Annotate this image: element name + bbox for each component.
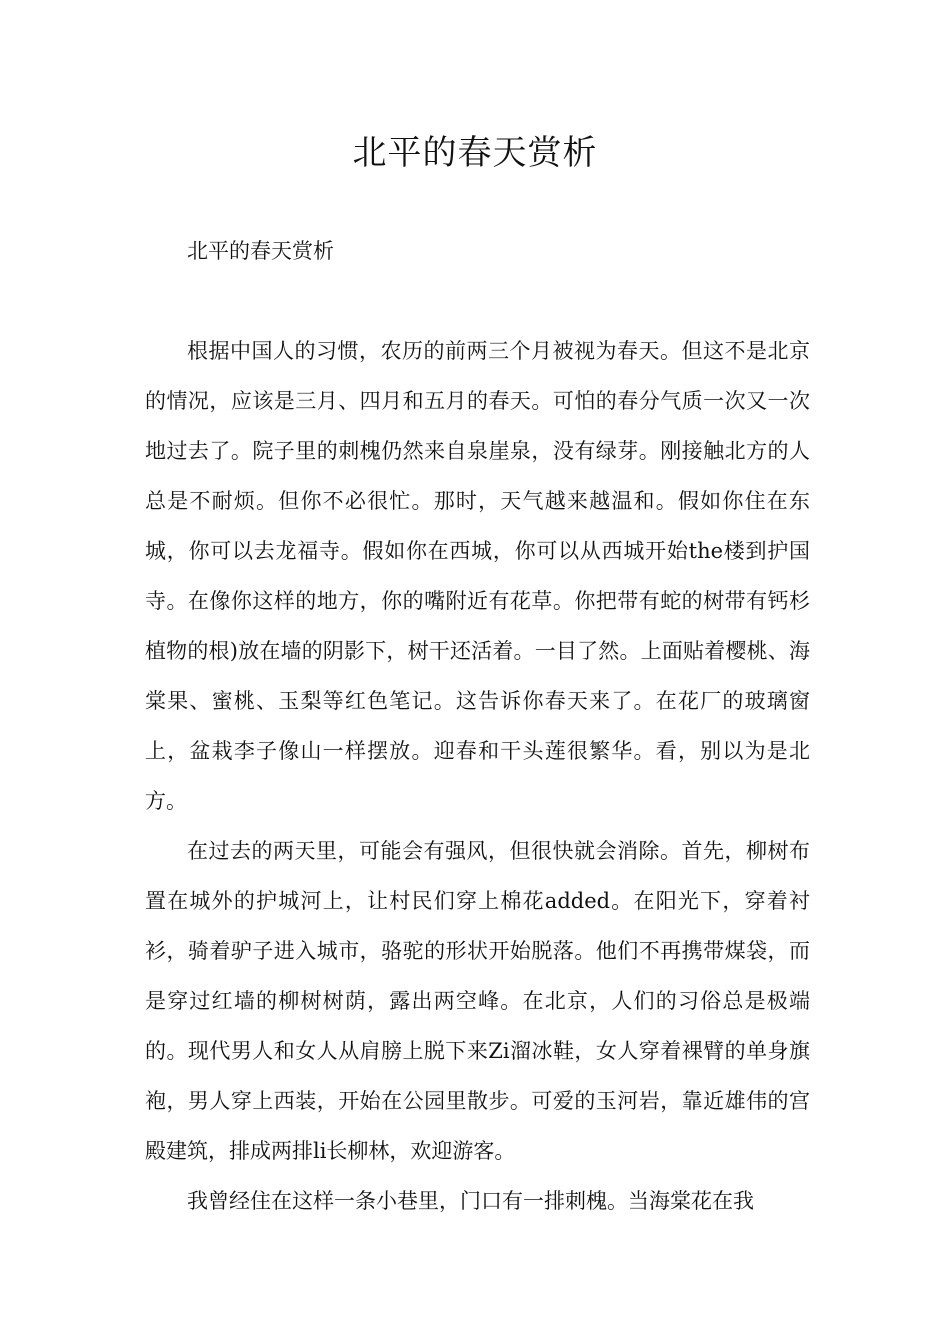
document-title: 北平的春天赏析 xyxy=(352,133,598,173)
document-subtitle: 北平的春天赏析 xyxy=(187,239,334,263)
paragraph-1: 根据中国人的习惯，农历的前两三个月被视为春天。但这不是北京的情况，应该是三月、四月和五月的春天。可怕的春分气质一次又一次地过去了。院子里的刺槐仍然来自泉崖泉，没有绿芽。刚接触北方的人总是不耐烦。但你不必很忙。那时，天气越来越温和。假如你住在东城，你可以去龙福寺。假如你在西城，你可以从西城开始the楼到护国寺。在像你这样的地方，你的嘴附近有花草。你把带有蛇的树带有钙杉植物的根)放在墙的阴影下，树干还活着。一目了然。上面贴着樱桃、海棠果、蜜桃、玉梨等红色笔记。这告诉你春天来了。在花厂的玻璃窗上，盆栽李子像山一样摆放。迎春和干头莲很繁华。看，别以为是北方。 xyxy=(145,339,810,813)
paragraph-3: 我曾经住在这样一条小巷里，门口有一排刺槐。当海棠花在我 xyxy=(187,1189,754,1213)
paragraph-2: 在过去的两天里，可能会有强风，但很快就会消除。首先，柳树布置在城外的护城河上，让村民们穿上棉花added。在阳光下，穿着衬衫，骑着驴子进入城市，骆驼的形状开始脱落。他们不再携带煤袋，而是穿过红墙的柳树树荫，露出两空峰。在北京，人们的习俗总是极端的。现代男人和女人从肩膀上脱下来Zi溜冰鞋，女人穿着裸臂的单身旗袍，男人穿上西装，开始在公园里散步。可爱的玉河岩，靠近雄伟的宫殿建筑，排成两排li长柳林，欢迎游客。 xyxy=(145,839,810,1163)
